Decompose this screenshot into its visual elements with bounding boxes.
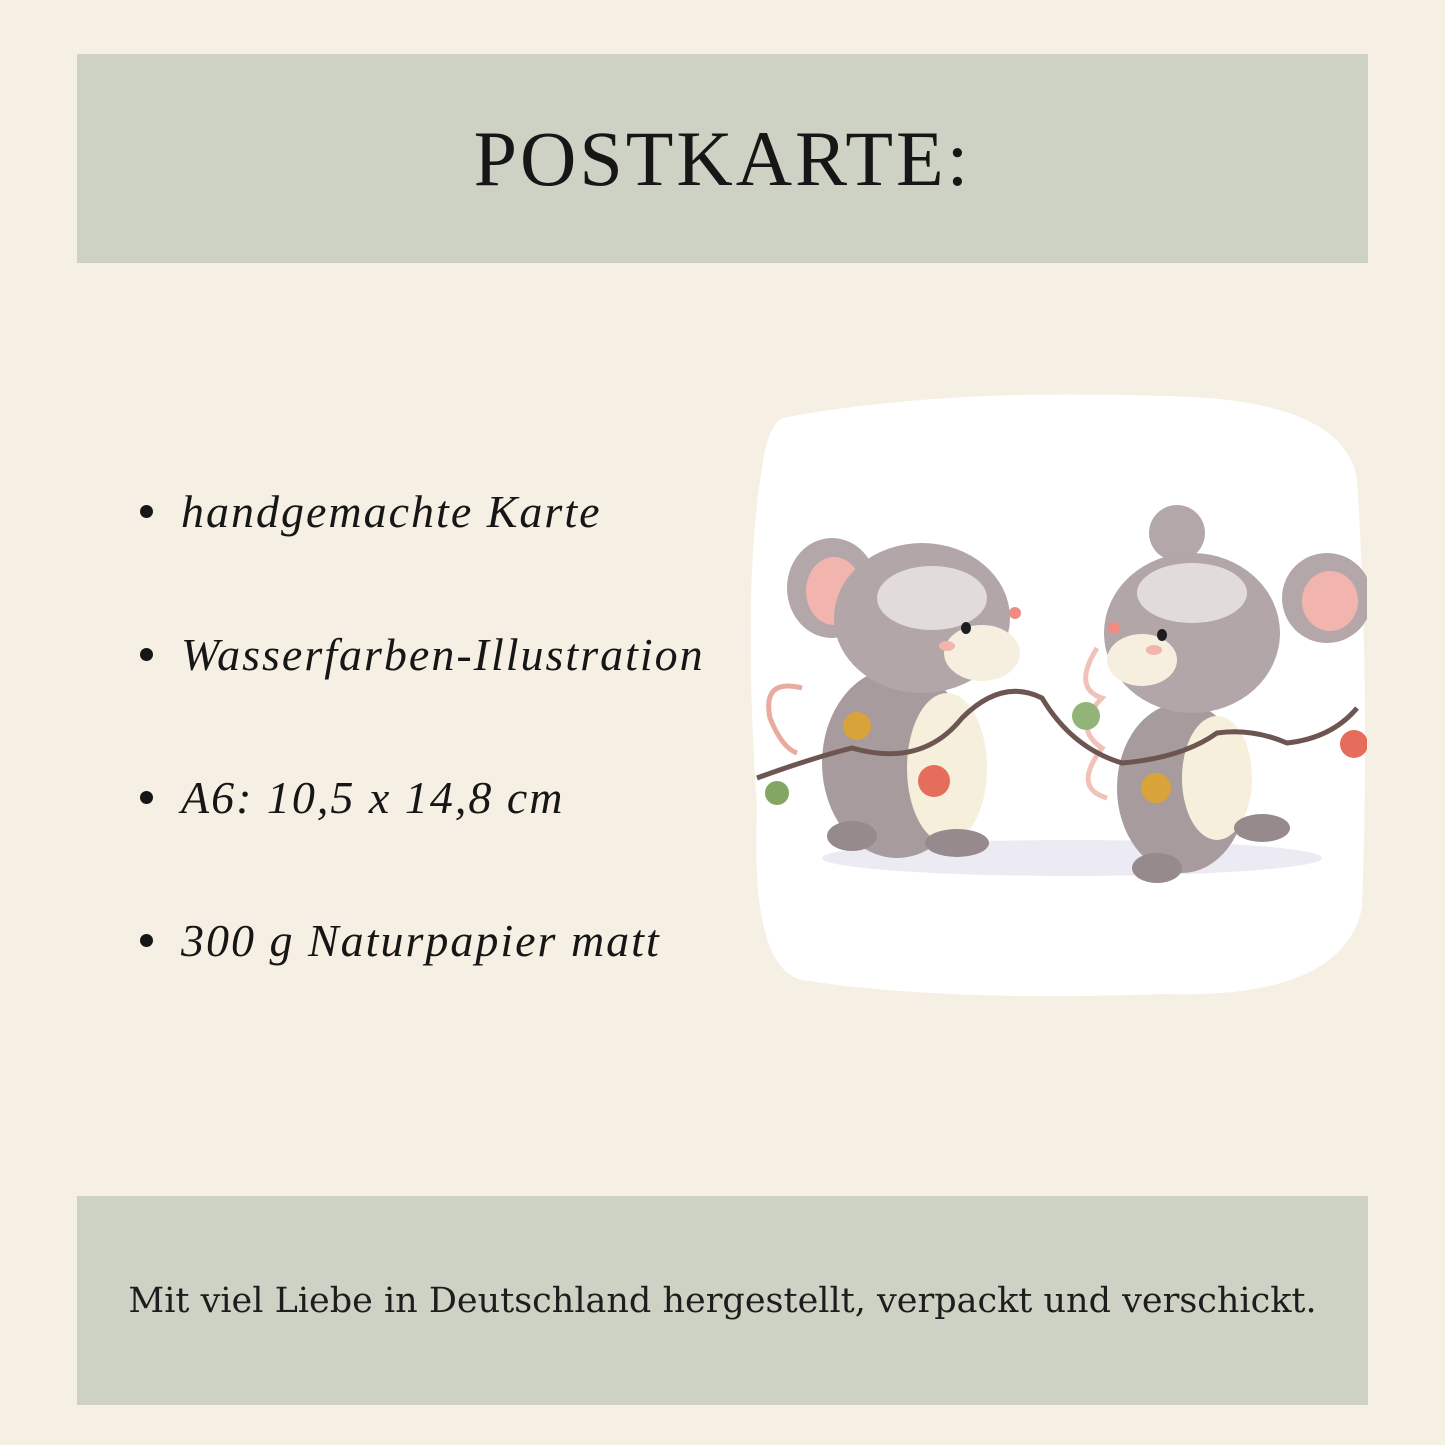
light-bulb bbox=[918, 765, 950, 797]
light-bulb bbox=[1072, 702, 1100, 730]
bullet-icon bbox=[140, 934, 153, 947]
list-item bbox=[140, 583, 705, 726]
mice-illustration-image bbox=[742, 388, 1367, 1000]
mice-illustration bbox=[742, 388, 1367, 1000]
list-item bbox=[140, 869, 705, 1012]
feature-label: A6: 10,5 x 14,8 cm bbox=[181, 772, 565, 823]
light-bulb bbox=[1141, 773, 1171, 803]
bullet-icon bbox=[140, 648, 153, 661]
footer-text: Mit viel Liebe in Deutschland hergestellt, verpackt und verschickt. bbox=[128, 1280, 1317, 1321]
feature-label: Wasserfarben-Illustration bbox=[181, 629, 705, 680]
footer-banner bbox=[77, 1196, 1368, 1405]
bullet-icon bbox=[140, 505, 153, 518]
bullet-icon bbox=[140, 791, 153, 804]
page-title: POSTKARTE: bbox=[473, 114, 972, 202]
illustration-backdrop bbox=[751, 394, 1365, 996]
feature-label: 300 g Naturpapier matt bbox=[181, 915, 661, 966]
feature-list bbox=[140, 440, 705, 1012]
list-item bbox=[140, 726, 705, 869]
light-bulb bbox=[1340, 730, 1367, 758]
feature-label: handgemachte Karte bbox=[181, 486, 602, 537]
header-banner bbox=[77, 54, 1368, 263]
light-bulb bbox=[843, 712, 871, 740]
light-bulb bbox=[765, 781, 789, 805]
list-item bbox=[140, 440, 705, 583]
